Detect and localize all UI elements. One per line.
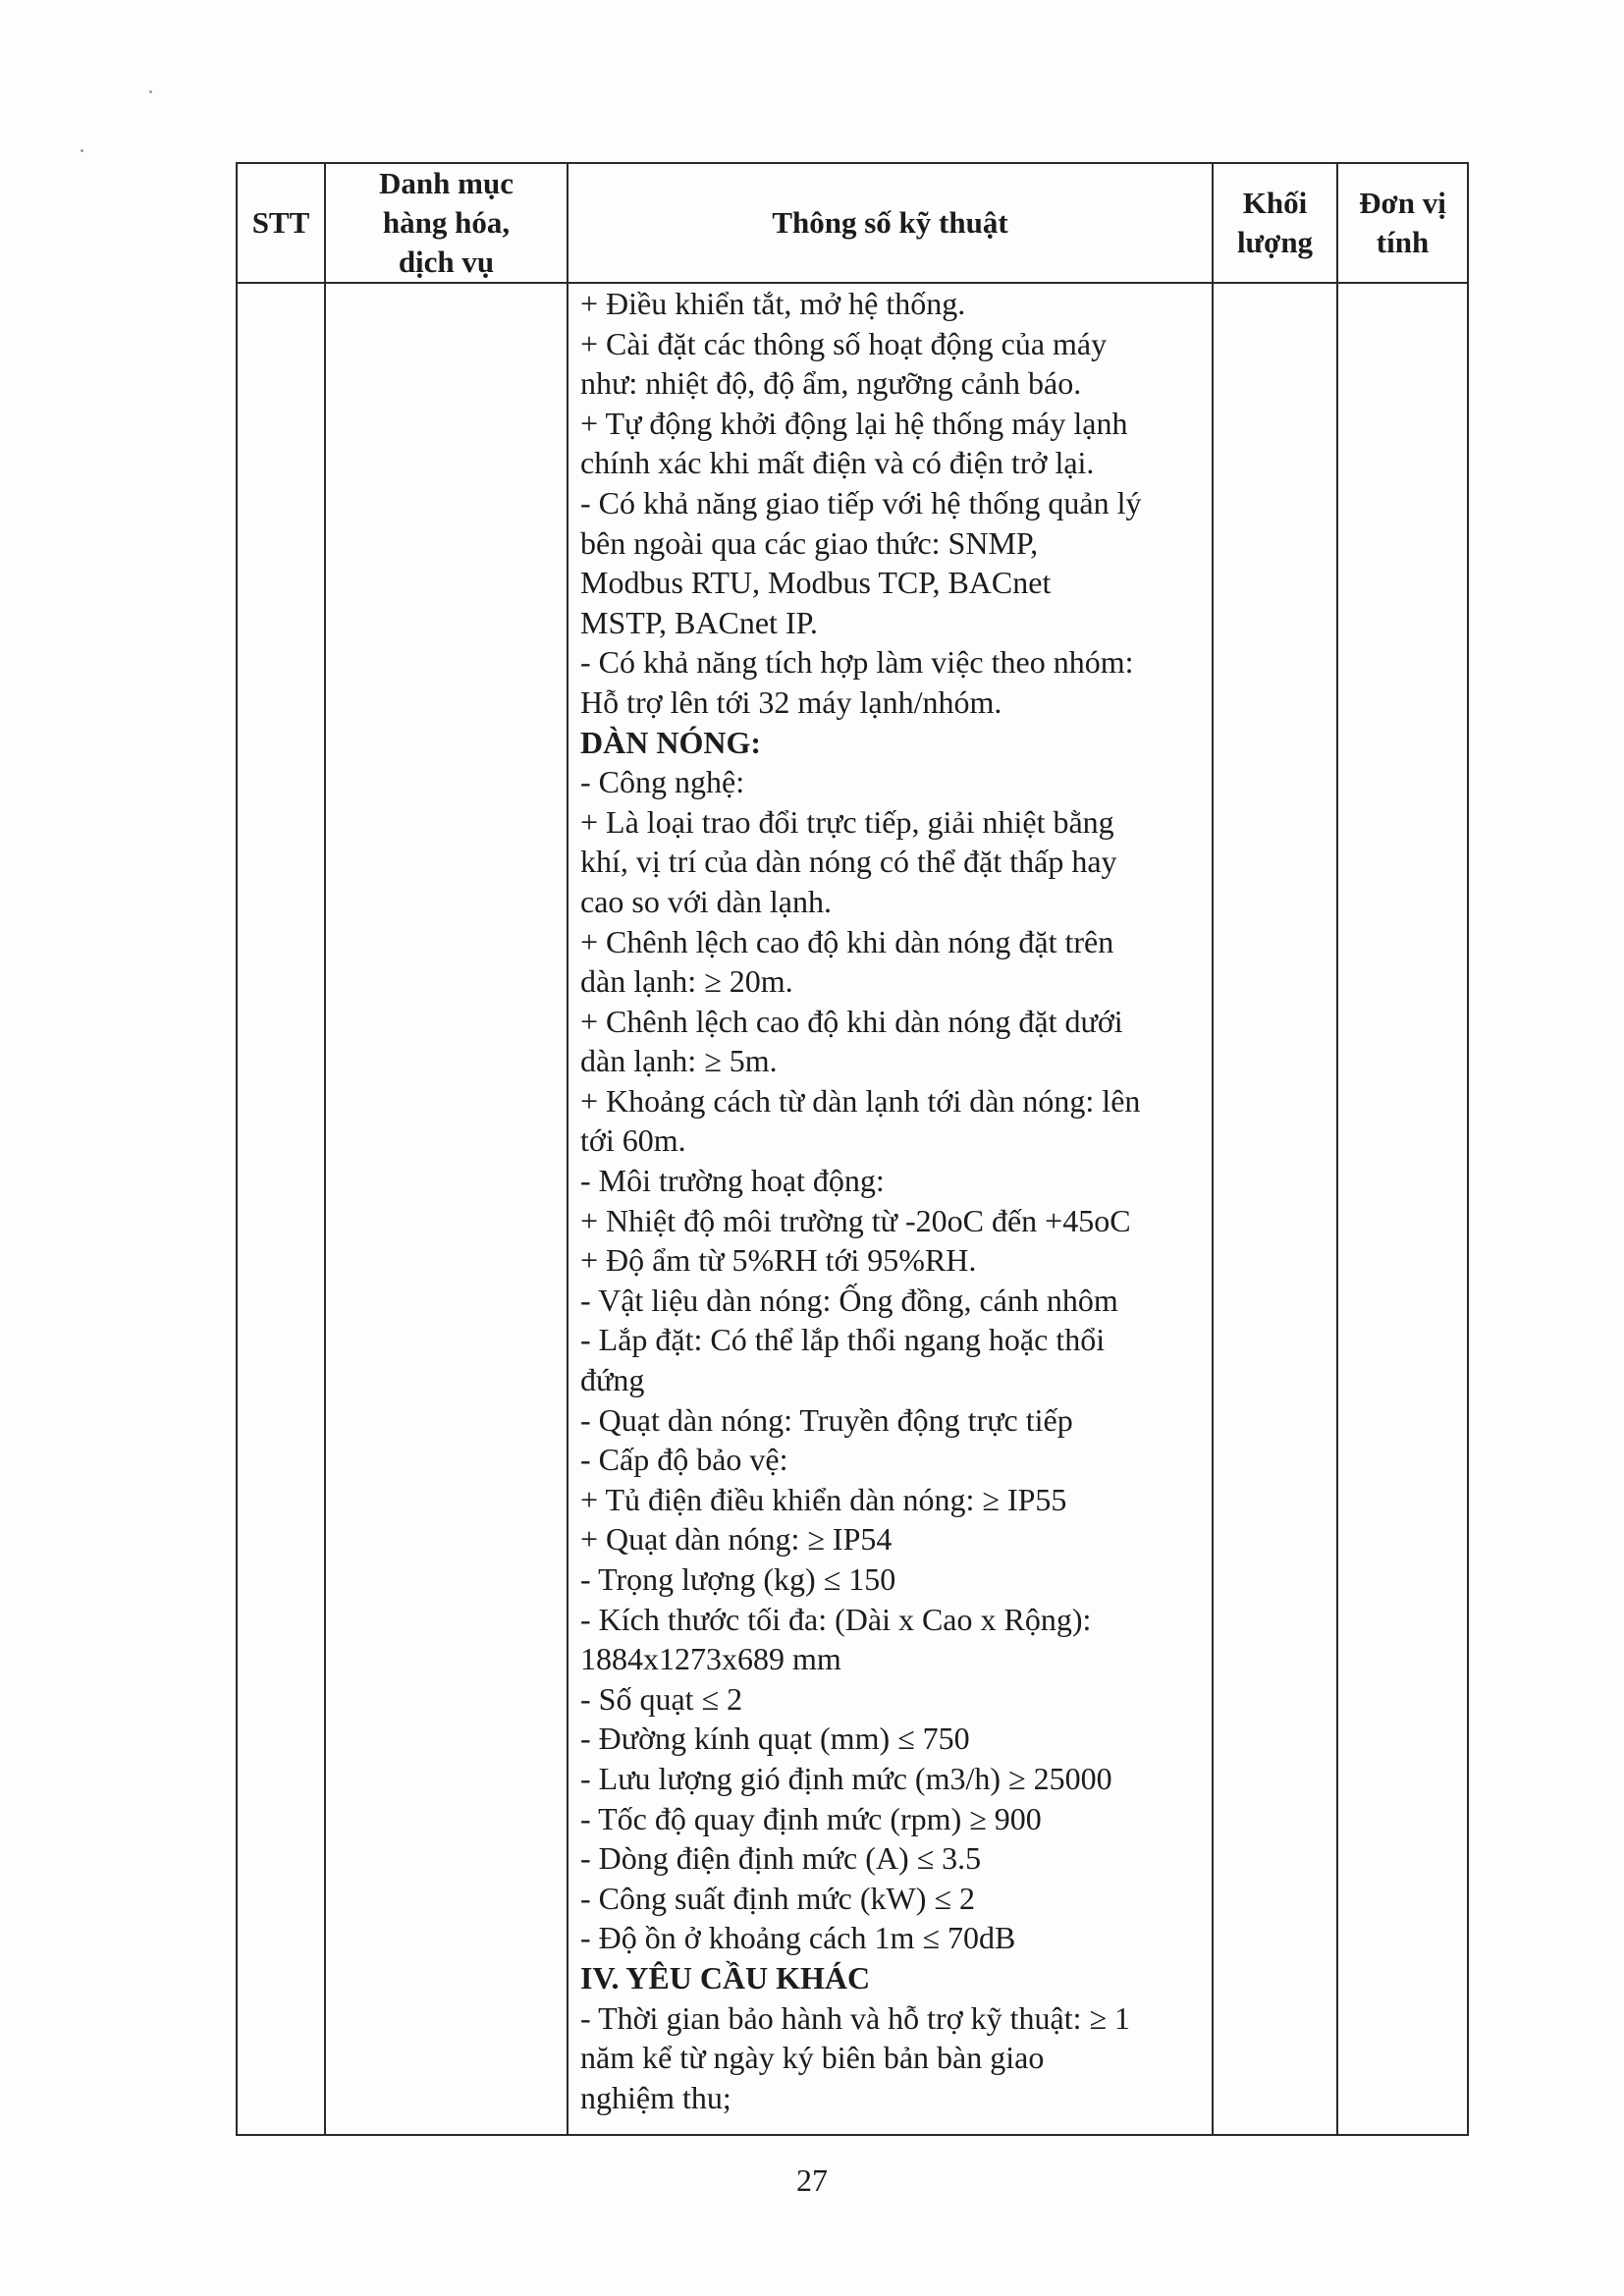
spec-line: + Tự động khởi động lại hệ thống máy lạnh: [580, 405, 1128, 441]
spec-line: - Lắp đặt: Có thể lắp thổi ngang hoặc thổi: [580, 1322, 1106, 1358]
spec-line: - Có khả năng giao tiếp với hệ thống quản lý: [580, 484, 1142, 520]
spec-line: - Cấp độ bảo vệ:: [580, 1442, 788, 1478]
spec-line: + Quạt dàn nóng: ≥ IP54: [580, 1521, 893, 1558]
stt-cell: [237, 283, 325, 2135]
header-stt: STT: [237, 163, 325, 283]
spec-line: + Chênh lệch cao độ khi dàn nóng đặt dưới: [580, 1003, 1123, 1039]
items-cell: [325, 283, 568, 2135]
spec-line: - Công suất định mức (kW) ≤ 2: [580, 1880, 975, 1916]
scan-speck: [149, 90, 152, 93]
spec-line: + Khoảng cách từ dàn lạnh tới dàn nóng: lên: [580, 1082, 1141, 1119]
spec-line: - Trọng lượng (kg) ≤ 150: [580, 1561, 896, 1597]
spec-line: dàn lạnh: ≥ 20m.: [580, 963, 793, 1000]
scan-speck: [81, 149, 83, 152]
spec-line: nghiệm thu;: [580, 2079, 731, 2115]
spec-line: - Có khả năng tích hợp làm việc theo nhóm:: [580, 644, 1134, 681]
spec-line: - Lưu lượng gió định mức (m3/h) ≥ 25000: [580, 1760, 1112, 1796]
header-items: Danh mục hàng hóa, dịch vụ: [325, 163, 568, 283]
spec-line: cao so với dàn lạnh.: [580, 883, 832, 919]
spec-line: 1884x1273x689 mm: [580, 1641, 841, 1677]
spec-line: - Độ ồn ở khoảng cách 1m ≤ 70dB: [580, 1920, 1016, 1956]
header-row: [237, 163, 1468, 283]
spec-line: chính xác khi mất điện và có điện trở lại.: [580, 445, 1095, 481]
spec-line: + Cài đặt các thông số hoạt động của máy: [580, 325, 1108, 361]
section-heading: DÀN NÓNG:: [580, 724, 761, 760]
spec-line: + Độ ẩm từ 5%RH tới 95%RH.: [580, 1242, 977, 1279]
spec-line: như: nhiệt độ, độ ẩm, ngưỡng cảnh báo.: [580, 365, 1082, 402]
spec-line: - Dòng điện định mức (A) ≤ 3.5: [580, 1840, 982, 1877]
spec-line: Hỗ trợ lên tới 32 máy lạnh/nhóm.: [580, 683, 1002, 720]
spec-table: [236, 162, 1469, 2136]
header-volume: Khối lượng: [1213, 163, 1337, 283]
spec-line: + Nhiệt độ môi trường từ -20oC đến +45oC: [580, 1202, 1131, 1238]
spec-line: - Quạt dàn nóng: Truyền động trực tiếp: [580, 1401, 1073, 1438]
spec-line: - Số quạt ≤ 2: [580, 1680, 743, 1717]
spec-line: đứng: [580, 1362, 645, 1398]
spec-line: - Đường kính quạt (mm) ≤ 750: [580, 1721, 970, 1757]
section-heading: IV. YÊU CẦU KHÁC: [580, 1959, 871, 1995]
spec-line: khí, vị trí của dàn nóng có thể đặt thấp hay: [580, 844, 1117, 880]
spec-line: bên ngoài qua các giao thức: SNMP,: [580, 524, 1039, 561]
spec-line: tới 60m.: [580, 1122, 686, 1159]
spec-line: năm kể từ ngày ký biên bản bàn giao: [580, 2040, 1045, 2076]
spec-line: - Vật liệu dàn nóng: Ống đồng, cánh nhôm: [580, 1282, 1118, 1318]
unit-cell: [1337, 283, 1468, 2135]
volume-cell: [1213, 283, 1337, 2135]
spec-lines: [568, 284, 1212, 2117]
spec-line: MSTP, BACnet IP.: [580, 604, 818, 640]
spec-line: + Chênh lệch cao độ khi dàn nóng đặt trên: [580, 923, 1114, 959]
spec-line: Modbus RTU, Modbus TCP, BACnet: [580, 565, 1052, 601]
header-unit: Đơn vị tính: [1337, 163, 1468, 283]
spec-line: + Điều khiển tắt, mở hệ thống.: [580, 286, 966, 321]
spec-line: + Tủ điện điều khiển dàn nóng: ≥ IP55: [580, 1481, 1067, 1517]
spec-line: - Công nghệ:: [580, 764, 745, 800]
spec-line: - Thời gian bảo hành và hỗ trợ kỹ thuật: ≥ 1: [580, 1999, 1131, 2036]
header-specs: Thông số kỹ thuật: [568, 163, 1213, 283]
spec-line: - Môi trường hoạt động:: [580, 1163, 885, 1199]
spec-cell: [568, 283, 1213, 2135]
spec-line: - Tốc độ quay định mức (rpm) ≥ 900: [580, 1800, 1042, 1836]
spec-line: dàn lạnh: ≥ 5m.: [580, 1043, 778, 1079]
spec-line: + Là loại trao đổi trực tiếp, giải nhiệt bằng: [580, 803, 1114, 840]
spec-line: - Kích thước tối đa: (Dài x Cao x Rộng):: [580, 1601, 1092, 1637]
table-row: [237, 283, 1468, 2135]
page-number: 27: [796, 2162, 828, 2198]
